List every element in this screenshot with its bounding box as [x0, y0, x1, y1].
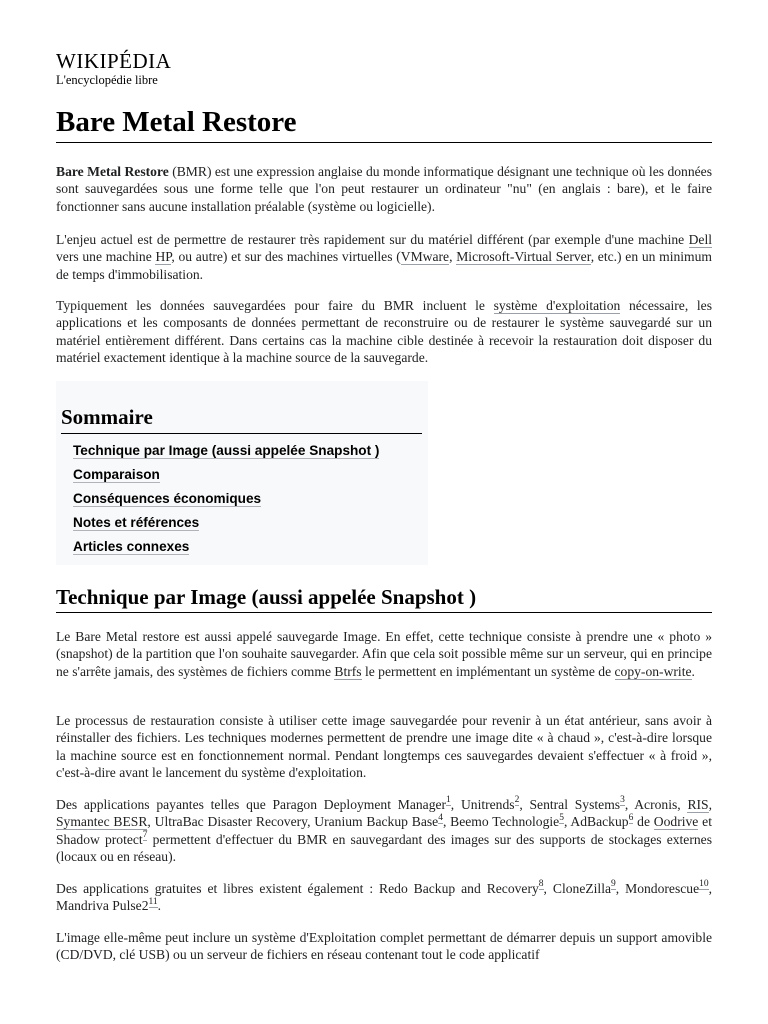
paragraph-text: nécessaire, les applications et les composants de données permettant de reconstruire ou de restaurer le système sauvegardé sur un matériel entièrement différent. Dans certains cas la machine cible destinée à recevoir la restauration doit disposer du matériel exactement identique à la machine source de la sauvegarde.	[56, 298, 712, 366]
intro-paragraph-2	[56, 231, 712, 283]
footnote-ref-11[interactable]: 11	[148, 896, 158, 907]
paragraph-text: , Beemo Technologie	[442, 814, 560, 830]
paragraph-text: le permettent en implémentant un système de	[361, 663, 615, 679]
paragraph-text: L'enjeu actuel est de permettre de restaurer très rapidement sur du matériel différent (par exemple d'une machine	[56, 232, 689, 247]
toc-item-articles-connexes[interactable]	[73, 535, 379, 559]
paragraph-text: , Acronis,	[624, 797, 688, 812]
section-paragraph-4	[56, 880, 712, 915]
footnote-ref-7[interactable]: 7	[142, 830, 148, 841]
section-paragraph-1	[56, 628, 712, 680]
paragraph-text: , ou autre) et sur des machines virtuelles (	[171, 249, 401, 265]
section-paragraph-3	[56, 796, 712, 866]
toc-item-comparaison[interactable]	[73, 463, 379, 487]
section-paragraph-2: Le processus de restauration consiste à utiliser cette image sauvegardée pour revenir à un état antérieur, sans avoir à réinstaller des fichiers. Les techniques modernes permettent de prendre une image dite « à chaud », c'est-à-dire lorsque la machine source est en fonctionnement normal. Pendant longtemps ces sauvegardes devaient s'effectuer « à froid », c'est-à-dire avant le lancement du système d'exploitation.	[56, 713, 712, 781]
toc-item-consequences-economiques[interactable]	[73, 487, 379, 511]
toc-item-label: Conséquences économiques	[73, 491, 262, 506]
section-paragraph-5: L'image elle-même peut inclure un système d'Exploitation complet permettant de démarrer depuis un support amovible (CD/DVD, clé USB) ou un serveur de fichiers en réseau contenant tout le code applicatif	[56, 930, 712, 963]
paragraph-text: permettent d'effectuer du BMR en sauvegardant des images sur des supports de stockages externes (locaux ou en réseau).	[56, 831, 712, 865]
paragraph-text: .	[157, 898, 162, 914]
link-hp[interactable]: HP	[155, 249, 172, 265]
section-heading-technique: Technique par Image (aussi appelée Snapshot )	[56, 583, 712, 613]
link-symantec-besr[interactable]: Symantec BESR	[56, 814, 148, 830]
paragraph-text: , AdBackup	[563, 814, 629, 830]
toc-item-label: Technique par Image (aussi appelée Snapshot )	[73, 443, 380, 458]
page-title: Bare Metal Restore	[56, 104, 712, 143]
paragraph-text: de	[633, 814, 654, 830]
footnote-ref-3[interactable]: 3	[620, 795, 625, 806]
footnote-ref-4[interactable]: 4	[438, 812, 443, 823]
paragraph-text: Des applications payantes telles que Paragon Deployment Manager	[56, 797, 447, 812]
logo-tagline: L'encyclopédie libre	[56, 73, 158, 87]
footnote-ref-2[interactable]: 2	[514, 795, 520, 806]
footnote-ref-1[interactable]: 1	[446, 795, 451, 806]
bold-term: Bare Metal Restore	[56, 164, 169, 179]
intro-paragraph-1	[56, 163, 712, 215]
toc-list	[73, 439, 379, 559]
toc-item-label: Articles connexes	[73, 539, 190, 554]
paragraph-text: vers une machine	[56, 249, 156, 265]
paragraph-text: Des applications gratuites et libres existent également : Redo Backup and Recovery	[56, 881, 539, 896]
link-microsoft-virtual-server[interactable]: Microsoft-Virtual Server	[456, 249, 591, 265]
footnote-ref-10[interactable]: 10	[699, 879, 709, 890]
toc-item-label: Comparaison	[73, 467, 160, 482]
toc-item-label: Notes et références	[73, 515, 200, 530]
logo-wordmark: WIKIPÉDIA	[56, 49, 172, 73]
paragraph-text: ,	[708, 797, 712, 812]
table-of-contents	[56, 381, 428, 565]
paragraph-text: , UltraBac Disaster Recovery, Uranium Backup Base	[147, 814, 439, 830]
paragraph-text: , CloneZilla	[543, 881, 612, 896]
paragraph-text: , Mondorescue	[615, 881, 700, 896]
paragraph-text: et Shadow protect	[56, 814, 712, 847]
footnote-ref-5[interactable]: 5	[559, 812, 564, 823]
link-ris[interactable]: RIS	[687, 797, 709, 812]
link-btrfs[interactable]: Btrfs	[334, 663, 362, 679]
toc-item-technique-par-image[interactable]	[73, 439, 379, 463]
link-oodrive[interactable]: Oodrive	[653, 814, 699, 830]
paragraph-text: ,	[449, 249, 457, 265]
paragraph-text: , Mandriva Pulse2	[56, 881, 713, 914]
link-copy-on-write[interactable]: copy-on-write	[614, 663, 692, 679]
paragraph-text: (BMR) est une expression anglaise du monde informatique désignant une technique où les données sont sauvegardées sous une forme telle que l'on peut restaurer un ordinateur "nu" (en anglais : bare), et le faire fonctionner sans aucune installation préalable (système ou logicielle).	[56, 164, 712, 214]
toc-title: Sommaire	[61, 403, 422, 434]
link-dell[interactable]: Dell	[688, 232, 712, 247]
toc-item-notes-references[interactable]	[73, 511, 379, 535]
footnote-ref-9[interactable]: 9	[611, 879, 616, 890]
footnote-ref-6[interactable]: 6	[628, 812, 634, 823]
paragraph-text: , Unitrends	[450, 797, 515, 812]
wikipedia-logo[interactable]	[56, 50, 171, 87]
paragraph-text: , etc.) en un minimum de temps d'immobilisation.	[56, 249, 713, 282]
link-vmware[interactable]: VMware	[400, 249, 450, 265]
intro-paragraph-3	[56, 297, 712, 367]
footnote-ref-8[interactable]: 8	[538, 879, 544, 890]
paragraph-text: , Sentral Systems	[519, 797, 621, 812]
link-systeme-exploitation[interactable]: système d'exploitation	[493, 298, 621, 313]
paragraph-text: .	[691, 663, 695, 679]
paragraph-text: Le Bare Metal restore est aussi appelé sauvegarde Image. En effet, cette technique consiste à prendre une « photo » (snapshot) de la partition que l'on souhaite sauvegarder. Afin que cela soit possible même sur un serveur, qui en principe ne s'arrête jamais, des systèmes de fichiers comme	[56, 629, 712, 679]
paragraph-text: Typiquement les données sauvegardées pour faire du BMR incluent le	[56, 298, 494, 313]
